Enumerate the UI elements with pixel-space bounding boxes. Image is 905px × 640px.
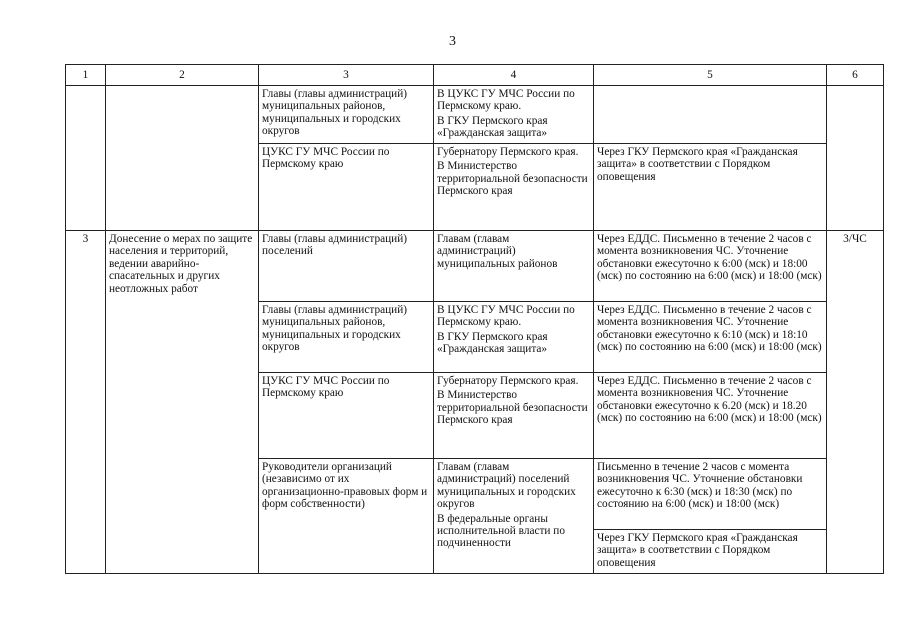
cell-report-title: Донесение о мерах по защите населения и территорий, ведении аварийно-спасательных и других неотложных работ [106,231,259,574]
cell-sender: Руководители организаций (независимо от их организационно-правовых форм и форм собственности) [259,459,434,574]
recipient-line: Губернатору Пермского края. [437,146,579,158]
cell-recipient [434,231,594,302]
col-header-3: 3 [259,65,434,86]
col-header-5: 5 [594,65,827,86]
cell-recipient [434,302,594,373]
cell-recipient [434,459,594,574]
recipient-line: В Министерство территориальной безопасности Пермского края [437,389,588,427]
cell-method: Через ГКУ Пермского края «Гражданская защита» в соответствии с Порядком оповещения [594,530,827,574]
cell-method: Через ЕДДС. Письменно в течение 2 часов с момента возникновения ЧС. Уточнение обстановки ежесуточно к 6:10 (мск) и 18:10 (мск) по состоянию на 6:00 (мск) и 18:00 (мск) [594,302,827,373]
cell-sender: Главы (главы администраций) муниципальных районов, муниципальных и городских округов [259,86,434,144]
recipient-line: В Министерство территориальной безопасности Пермского края [437,160,588,198]
recipient-line: В ЦУКС ГУ МЧС России по Пермскому краю. [437,88,575,113]
recipient-line: Главам (главам администраций) поселений муниципальных и городских округов [437,461,576,511]
cell-code [827,86,884,231]
cell-recipient [434,86,594,144]
cell-recipient [434,144,594,231]
cell-method: Через ГКУ Пермского края «Гражданская защита» в соответствии с Порядком оповещения [594,144,827,231]
cell-sender: ЦУКС ГУ МЧС России по Пермскому краю [259,144,434,231]
recipient-line: В федеральные органы исполнительной власти по подчиненности [437,512,565,550]
recipient-line: Главам (главам администраций) муниципальных районов [437,233,558,270]
cell-title-empty [106,86,259,231]
recipient-line: Губернатору Пермского края. [437,375,579,387]
cell-method: Через ЕДДС. Письменно в течение 2 часов с момента возникновения ЧС. Уточнение обстановки ежесуточно к 6:00 (мск) и 18:00 (мск) по состоянию на 6:00 (мск) и 18:00 (мск) [594,231,827,302]
cell-sender: Главы (главы администраций) поселений [259,231,434,302]
cell-sender: Главы (главы администраций) муниципальных районов, муниципальных и городских округов [259,302,434,373]
table-header-row [66,65,884,86]
cell-code: 3/ЧС [827,231,884,574]
reporting-table [65,64,884,574]
table-row [66,231,884,302]
col-header-1: 1 [66,65,106,86]
cell-recipient [434,373,594,459]
recipient-line: В ГКУ Пермского края «Гражданская защита» [437,330,548,356]
cell-method: Через ЕДДС. Письменно в течение 2 часов с момента возникновения ЧС. Уточнение обстановки ежесуточно к 6.20 (мск) и 18.20 (мск) по состоянию на 6:00 (мск) и 18:00 (мск) [594,373,827,459]
col-header-6: 6 [827,65,884,86]
col-header-4: 4 [434,65,594,86]
cell-num-empty [66,86,106,231]
cell-sender: ЦУКС ГУ МЧС России по Пермскому краю [259,373,434,459]
col-header-2: 2 [106,65,259,86]
cell-row-number: 3 [66,231,106,574]
cell-method: Письменно в течение 2 часов с момента возникновения ЧС. Уточнение обстановки ежесуточно к 6:30 (мск) и 18:30 (мск) по состоянию на 6:00 (мск) и 18:00 (мск) [594,459,827,530]
page-number: 3 [449,34,456,49]
recipient-line: В ГКУ Пермского края «Гражданская защита» [437,114,548,140]
recipient-line: В ЦУКС ГУ МЧС России по Пермскому краю. [437,304,575,329]
cell-method [594,86,827,144]
table-row [66,86,884,144]
